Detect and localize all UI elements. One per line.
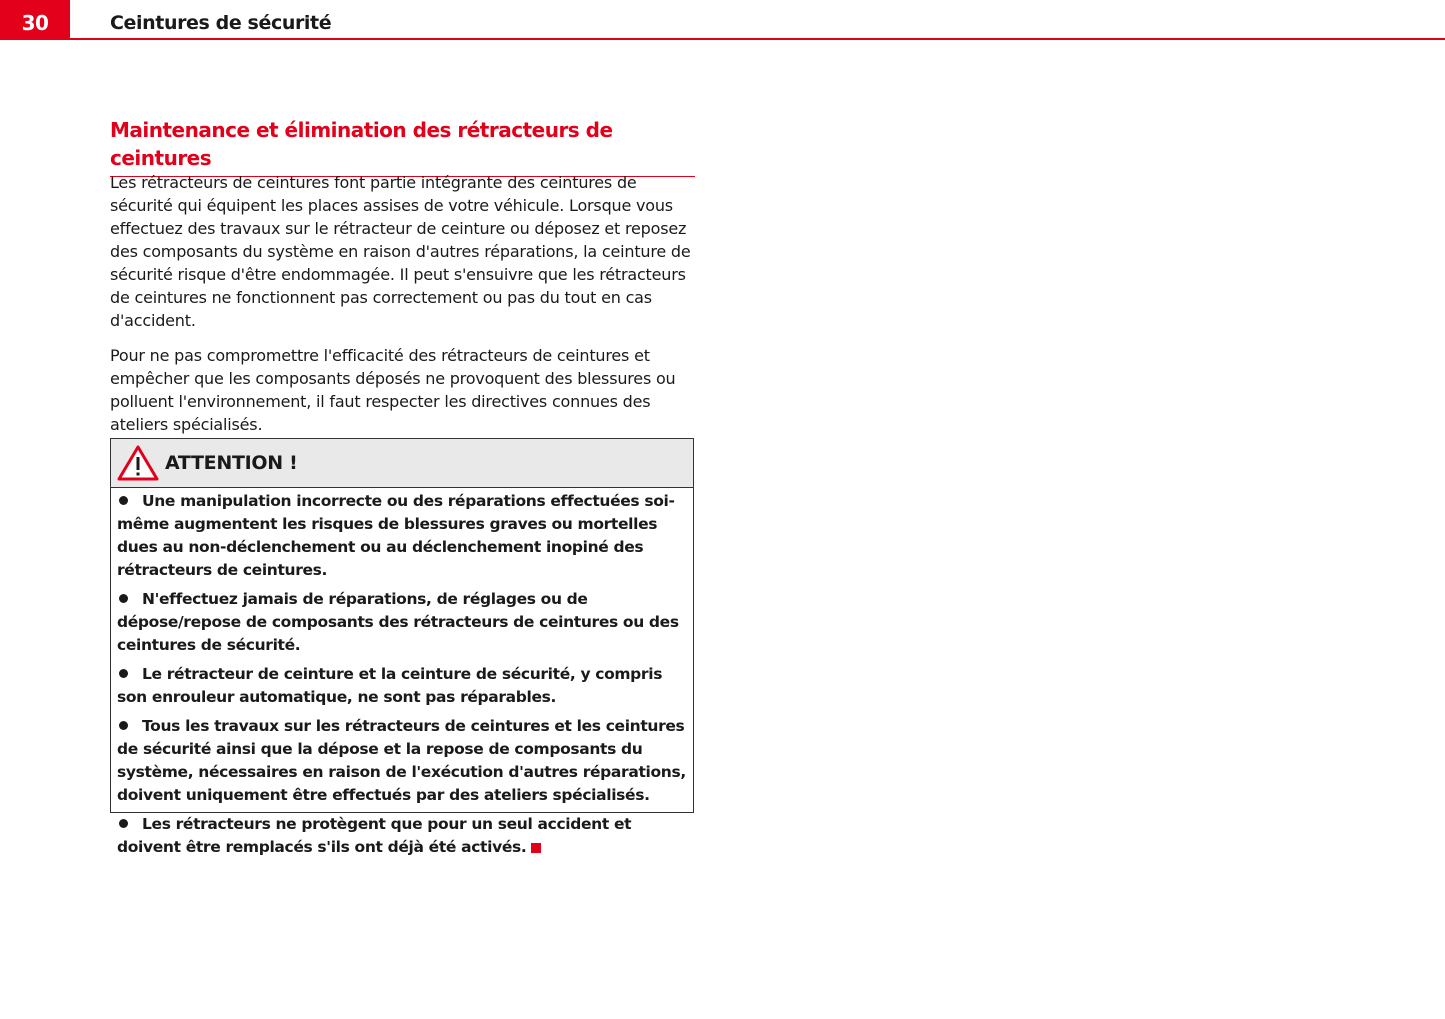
section-title: Maintenance et élimination des rétracteurs de ceintures: [110, 116, 695, 177]
warning-title: ATTENTION !: [165, 452, 298, 474]
warning-list: [111, 488, 693, 859]
bullet-icon: [119, 721, 128, 730]
bullet-icon: [119, 669, 128, 678]
list-item: [117, 663, 687, 709]
list-item-text: Une manipulation incorrecte ou des réparations effectuées soi-même augmentent les risques de blessures graves ou mortelles dues au non-déclenchement ou au déclenchement inopiné des rétracteurs de ceintures.: [117, 492, 675, 579]
list-item-text: Tous les travaux sur les rétracteurs de ceintures et les ceintures de sécurité ainsi que la dépose et la repose de composants du système, nécessaires en raison de l'exécution d'autres réparations, doivent uniquement être effectués par des ateliers spécialisés.: [117, 717, 686, 804]
body-text: [110, 171, 696, 448]
bullet-icon: [119, 594, 128, 603]
page-number: 30: [0, 0, 70, 40]
header-rule: [0, 38, 1445, 40]
list-item: [117, 715, 687, 807]
end-of-section-icon: [531, 843, 541, 853]
warning-triangle-icon: [117, 445, 159, 481]
list-item: [117, 490, 687, 582]
list-item: [117, 588, 687, 657]
warning-header: [111, 439, 693, 488]
paragraph: Pour ne pas compromettre l'efficacité des rétracteurs de ceintures et empêcher que les composants déposés ne provoquent des blessures ou polluent l'environnement, il faut respecter les directives connues des ateliers spécialisés.: [110, 346, 676, 434]
paragraph: Les rétracteurs de ceintures font partie intégrante des ceintures de sécurité qui équipent les places assises de votre véhicule. Lorsque vous effectuez des travaux sur le rétracteur de ceinture ou déposez et reposez des composants du système en raison d'autres réparations, la ceinture de sécurité risque d'être endommagée. Il peut s'ensuivre que les rétracteurs de ceintures ne fonctionnent pas correctement ou pas du tout en cas d'accident.: [110, 173, 691, 330]
bullet-icon: [119, 496, 128, 505]
list-item: [117, 813, 687, 859]
list-item-text: Le rétracteur de ceinture et la ceinture de sécurité, y compris son enrouleur automatique, ne sont pas réparables.: [117, 665, 663, 706]
bullet-icon: [119, 819, 128, 828]
running-title: Ceintures de sécurité: [110, 12, 332, 34]
list-item-text: N'effectuez jamais de réparations, de réglages ou de dépose/repose de composants des rétracteurs de ceintures ou des ceintures de sécurité.: [117, 590, 679, 654]
list-item-text: Les rétracteurs ne protègent que pour un seul accident et doivent être remplacés s'ils ont déjà été activés.: [117, 815, 632, 856]
warning-box: [110, 438, 694, 856]
